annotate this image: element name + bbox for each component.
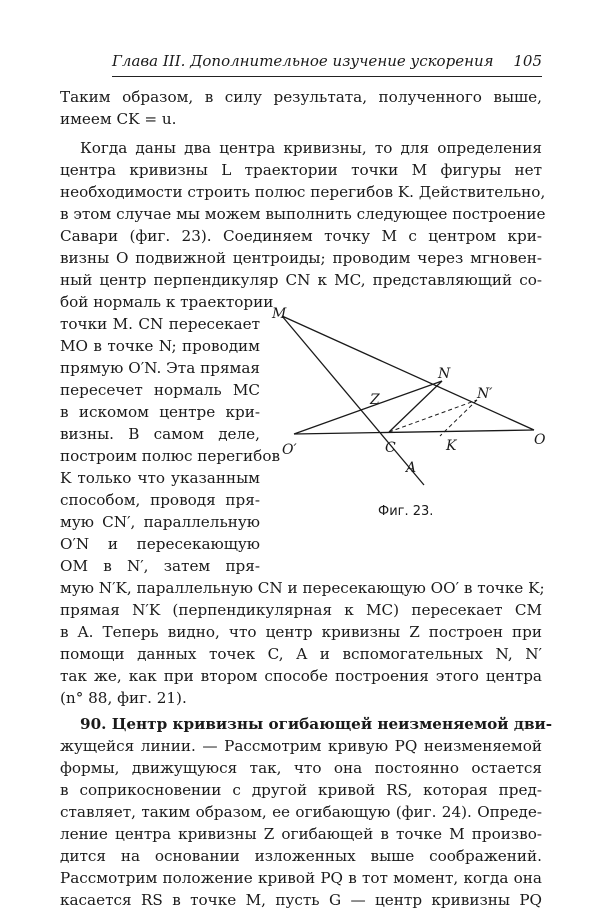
text-line: прямую O′N. Эта прямая [60, 359, 260, 377]
text-line: (n° 88, фиг. 21). [60, 689, 187, 707]
line-CN [389, 381, 442, 432]
text-line: ление центра кривизны Z огибающей в точке M произво- [60, 825, 542, 843]
text-line: способом, проводя пря- [60, 491, 260, 509]
text-line: в A. Теперь видно, что центр кривизны Z построен при [60, 623, 542, 641]
label-Z: Z [370, 392, 380, 408]
label-K: K [446, 438, 457, 454]
text-line: помощи данных точек C, A и вспомогательных N, N′ [60, 645, 542, 663]
text-line: построим полюс перегибов [60, 447, 281, 465]
page-number: 105 [513, 52, 542, 70]
label-O: O [534, 432, 546, 448]
text-line: мую CN′, параллельную [60, 513, 260, 531]
text-line: мую N′K, параллельную CN и пересекающую OO′ в точке K; [60, 579, 545, 597]
text-line: необходимости строить полюс перегибов K. Действительно, [60, 183, 546, 201]
text-line: формы, движущуюся так, что она постоянно остается [60, 759, 542, 777]
label-A: A [406, 460, 417, 476]
text-line: Савари (фиг. 23). Соединяем точку M с центром кри- [60, 227, 542, 245]
text-line: Когда даны два центра кривизны, то для определения [80, 139, 542, 157]
text-line: визны O подвижной центроиды; проводим через мгновен- [60, 249, 542, 267]
text-line: ный центр перпендикуляр CN к MC, представляющий со- [60, 271, 542, 289]
text-line: 90. Центр кривизны огибающей неизменяемой дви- [80, 715, 553, 733]
label-O-prime: O′ [282, 442, 297, 458]
chapter-title: Глава III. Дополнительное изучение ускорения [112, 52, 494, 70]
text-line: прямая N′K (перпендикулярная к MC) пересекает CM [60, 601, 542, 619]
text-line: Таким образом, в силу результата, полученного выше, [60, 88, 542, 106]
line-OO-prime [294, 430, 534, 434]
text-line: в этом случае мы можем выполнить следующее построение [60, 205, 546, 223]
text-line: визны. В самом деле, [60, 425, 260, 443]
text-line: бой нормаль к траектории [60, 293, 274, 311]
label-C: C [385, 440, 396, 456]
text-line: центра кривизны L траектории точки M фигуры нет [60, 161, 542, 179]
line-MC [282, 316, 424, 485]
text-line: ставляет, таким образом, ее огибающую (фиг. 24). Опреде- [60, 803, 542, 821]
text-line: дится на основании изложенных выше соображений. [60, 847, 542, 865]
text-line: K только что указанным [60, 469, 260, 487]
label-M: M [272, 306, 287, 322]
text-line: MO в точке N; проводим [60, 337, 260, 355]
text-line: имеем CK = u. [60, 110, 177, 128]
header-rule [112, 76, 542, 77]
text-line: жущейся линии. — Рассмотрим кривую PQ неизменяемой [60, 737, 542, 755]
text-line: так же, как при втором способе построения этого центра [60, 667, 542, 685]
text-line: в искомом центре кри- [60, 403, 260, 421]
text-line: O′N и пересекающую [60, 535, 260, 553]
figure-caption: Фиг. 23. [378, 504, 434, 519]
label-N: N [438, 366, 451, 382]
line-O-prime-N [294, 381, 442, 434]
text-line: пересечет нормаль MC [60, 381, 260, 399]
text-line: Рассмотрим положение кривой PQ в тот момент, когда она [60, 869, 542, 887]
text-line: касается RS в точке M, пусть G — центр кривизны PQ [60, 891, 542, 909]
text-line: OM в N′, затем пря- [60, 557, 260, 575]
label-N-prime: N′ [477, 386, 493, 402]
text-line: точки M. CN пересекает [60, 315, 260, 333]
figure-23 [270, 300, 560, 500]
text-line: в соприкосновении с другой кривой RS, которая пред- [60, 781, 542, 799]
line-CN-prime-dashed [389, 400, 477, 432]
